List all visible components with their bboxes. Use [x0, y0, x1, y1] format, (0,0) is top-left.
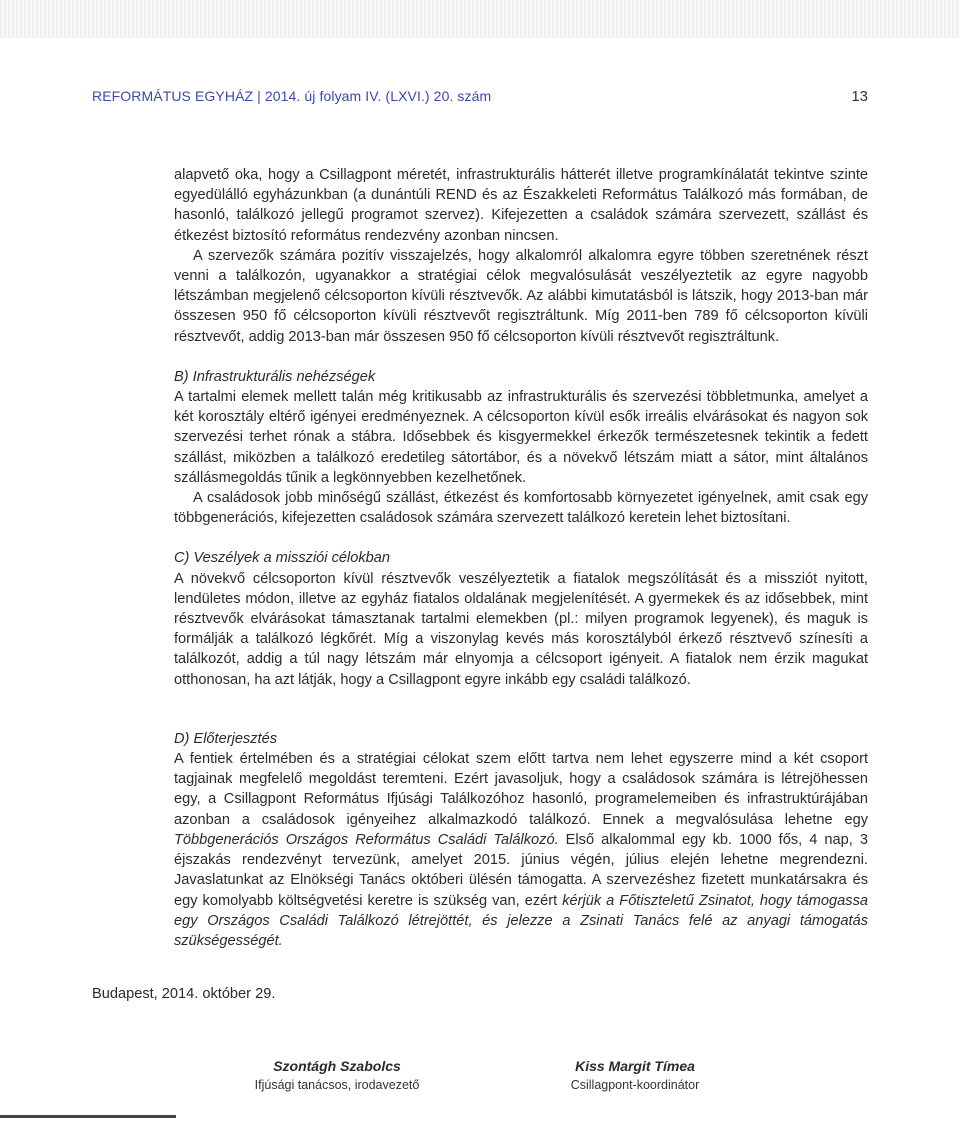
article-body: [174, 165, 868, 951]
signature-right: [535, 1058, 735, 1092]
signer-role: Ifjúsági tanácsos, irodavezető: [254, 1078, 420, 1092]
signer-name: Kiss Margit Tímea: [575, 1058, 695, 1074]
section-heading-d: D) Előterjesztés: [174, 730, 277, 747]
page-header: [92, 88, 868, 108]
proposal-text-cont: Első alkalommal egy kb. 1000 fős, 4 nap, 3 éjszakás rendezvényt tervezünk, amelyet 2015. június végén, július elején lehetne megrendezni. Javaslatunkat az Elnökségi Tanács októberi ülésén támogatta. A szervezéshez fizetett munkatársakra és egy komolyabb költségvetési keretre is szükség van, ezért: [174, 831, 868, 909]
paragraph: A növekvő célcsoporton kívül résztvevők veszélyeztetik a fiatalok megszólítását és a missziót nyitott, lendületes módon, illetve az egyház fiatalos oldalának megjelenítését. A gyermekek és az idősebbek, mint résztvevők elvárásokat támasztanak tartalmi elemekben (pl.: milyen programok legyenek), és maguk is formálják a találkozó légkőrét. Míg a viszonylag kevés más korosztályból érkező résztvevő színesíti a találkozót, addig a túl nagy létszám már elnyomja a célcsoport igényeit. A fiatalok nem érzik magukat otthonosan, ha azt látják, hogy a Csillagpont egyre inkább egy családi találkozó.: [174, 570, 868, 688]
top-border-strip: [0, 0, 960, 38]
paragraph: A szervezők számára pozitív visszajelzés, hogy alkalomról alkalomra egyre többen szeretnének részt venni a találkozón, ugyanakkor a stratégiai célok megvalósulását veszélyeztetik az egyre nagyobb létszámban megjelenő célcsoporton kívüli résztvevők. Az alábbi kimutatásból is látszik, hogy 2013-ban már összesen 950 fő célcsoporton kívüli résztvevőt regisztráltunk. Míg 2011-ben 789 fő célcsoporton kívüli résztvevőt, addig 2013-ban már összesen 950 fő célcsoporton kívüli résztvevőt regisztráltunk.: [174, 247, 868, 345]
proposal-request: kérjük a Főtiszteletű Zsinatot, hogy támogassa egy Országos Családi Találkozó létrejöttét, és jelezze a Zsinati Tanács felé az anyagi támogatás szükségességét.: [174, 892, 868, 949]
closing-date: Budapest, 2014. október 29.: [92, 986, 276, 1002]
paragraph: alapvető oka, hogy a Csillagpont méretét, infrastrukturális hátterét illetve programkínálatát tekintve szinte egyedülálló egyházunkban (a dunántúli REND és az Északkeleti Református Találkozó más formában, de hasonló, találkozó jellegű programot szervez). Kifejezetten a családok számára szervezett, szállást és étkezést biztosító református rendezvény azonban nincsen.: [174, 167, 868, 244]
section-heading-c: C) Veszélyek a missziói célokban: [174, 550, 391, 567]
paragraph: A családosok jobb minőségű szállást, étkezést és komfortosabb környezetet igényelnek, amit csak egy többgenerációs, kifejezetten családosok számára szervezett találkozó keretein lehet biztosítani.: [174, 490, 868, 527]
signature-left: [232, 1058, 442, 1092]
paragraph: A tartalmi elemek mellett talán még kritikusabb az infrastrukturális és szervezési többletmunka, amelyet a két korosztály eltérő igényei eredményeznek. A célcsoporton kívül esők irreális elvárásokat és nagyon sok szervezési terhet rónak a stábra. Idősebbek és kisgyermekkel érkezők természetesnek tekintik a fedett szállást, miközben a találkozó eredetileg sátortábor, és a növekvő létszám miatt a sátor, mint általános szállásmegoldás tűnik a legkönnyebben kezelhetőnek.: [174, 389, 868, 486]
footer-rule: [0, 1115, 176, 1118]
proposal-event-name: Többgenerációs Országos Református Családi Találkozó.: [174, 831, 559, 848]
proposal-text: A fentiek értelmében és a stratégiai célokat szem előtt tartva nem lehet egyszerre mind a két csoport tagjainak megfelelő megoldást teremteni. Ezért javasoljuk, hogy a családosok számára is létrejöhessen egy, a Csillagpont Református Ifjúsági Találkozóhoz hasonló, programelemeiben és infrastruktúrájában azonban a családosok igényeihez alkalmazkodó találkozó. Ennek a megvalósulása lehetne egy: [174, 751, 868, 828]
section-heading-b: B) Infrastrukturális nehézségek: [174, 368, 376, 385]
signer-name: Szontágh Szabolcs: [273, 1058, 401, 1074]
paragraph-proposal: [174, 749, 868, 951]
signer-role: Csillagpont-koordinátor: [570, 1078, 700, 1092]
running-title: REFORMÁTUS EGYHÁZ | 2014. új folyam IV. (LXVI.) 20. szám: [92, 88, 492, 104]
page-number: 13: [851, 88, 868, 105]
